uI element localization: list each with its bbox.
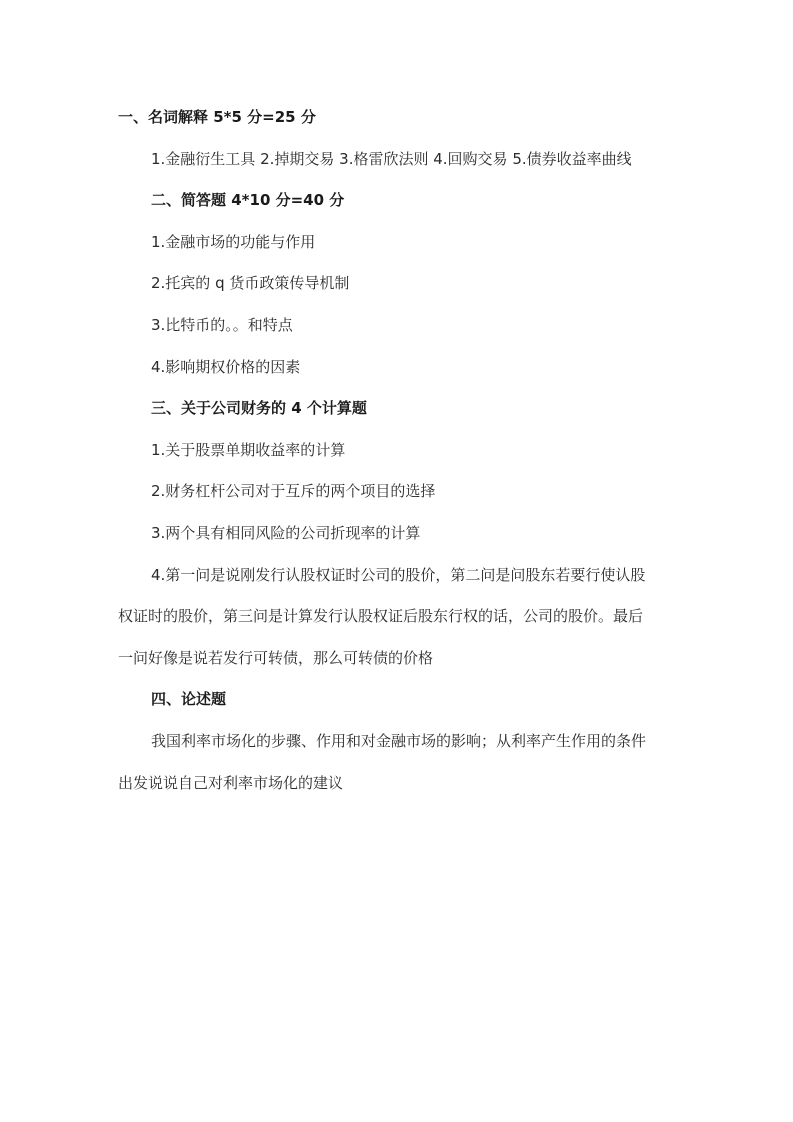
section-2-item-4: 4.影响期权价格的因素 bbox=[151, 358, 301, 376]
section-2-item-2: 2.托宾的 q 货币政策传导机制 bbox=[151, 274, 350, 292]
section-4-paragraph-line-2: 出发说说自己对利率市场化的建议 bbox=[118, 774, 344, 792]
section-3-item-2: 2.财务杠杆公司对于互斥的两个项目的选择 bbox=[151, 482, 436, 500]
section-3-paragraph-line-1: 4.第一问是说刚发行认股权证时公司的股价，第二问是问股东若要行使认股 bbox=[151, 566, 646, 584]
section-3-paragraph-line-3: 一问好像是说若发行可转债，那么可转债的价格 bbox=[118, 649, 434, 667]
section-3-item-3: 3.两个具有相同风险的公司折现率的计算 bbox=[151, 524, 421, 542]
section-2-item-3: 3.比特币的。。和特点 bbox=[151, 316, 293, 334]
section-4-paragraph-line-1: 我国利率市场化的步骤、作用和对金融市场的影响；从利率产生作用的条件 bbox=[151, 732, 647, 750]
section-3-item-1: 1.关于股票单期收益率的计算 bbox=[151, 441, 346, 459]
section-heading-1: 一、名词解释 5*5 分=25 分 bbox=[118, 108, 316, 126]
section-heading-3: 三、关于公司财务的 4 个计算题 bbox=[151, 399, 367, 417]
section-3-paragraph-line-2: 权证时的股价，第三问是计算发行认股权证后股东行权的话，公司的股价。最后 bbox=[118, 607, 644, 625]
section-heading-4: 四、论述题 bbox=[151, 690, 227, 708]
section-2-item-1: 1.金融市场的功能与作用 bbox=[151, 233, 316, 251]
section-1-item-1: 1.金融衍生工具 2.掉期交易 3.格雷欣法则 4.回购交易 5.债券收益率曲线 bbox=[151, 150, 632, 168]
section-heading-2: 二、简答题 4*10 分=40 分 bbox=[151, 191, 345, 209]
